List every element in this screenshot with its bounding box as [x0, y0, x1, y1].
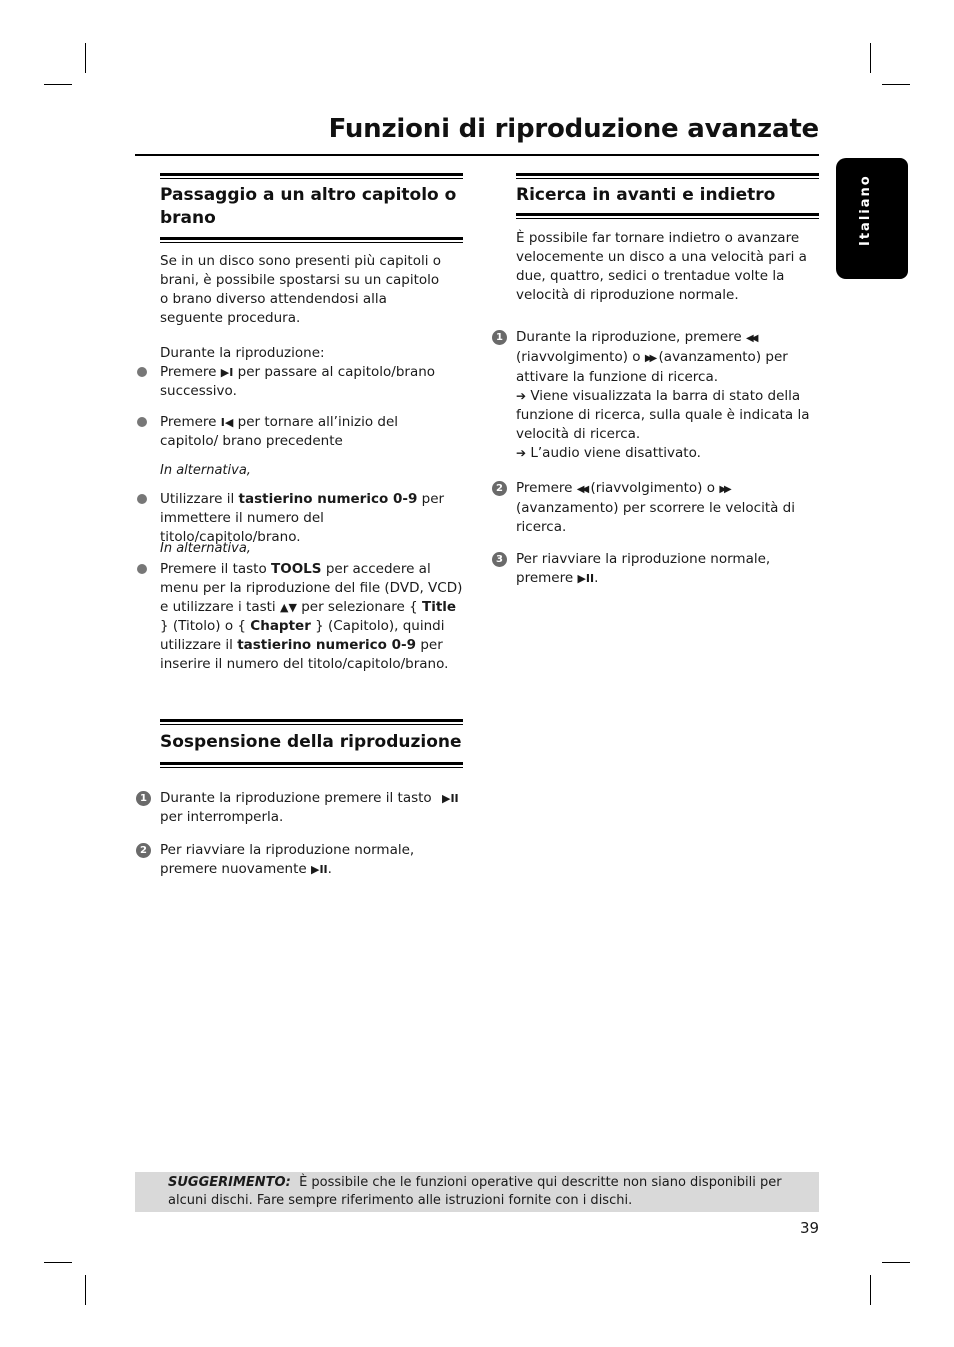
step-text: .: [327, 861, 332, 877]
bullet-text: per accedere al menu per la riproduzione del file (DVD, VCD) e utilizzare i tasti: [160, 561, 463, 615]
step-text: Viene visualizzata la barra di stato della funzione di ricerca, sulla quale è indicata la velocità di ricerca.: [516, 388, 810, 442]
crop-mark: [44, 84, 72, 85]
bullet-text: } (Capitolo), quindi utilizzare il: [160, 618, 445, 653]
tools-key-label: TOOLS: [271, 561, 322, 577]
tip-text: [168, 1174, 793, 1210]
arrow-icon: ➔: [516, 389, 527, 403]
tip-body: È possibile che le funzioni operative qui descritte non siano disponibili per alcuni dischi. Fare sempre riferimento alle istruzioni fornite con i dischi.: [168, 1175, 782, 1208]
step-text: L’audio viene disattivato.: [530, 445, 701, 461]
page-number: 39: [800, 1219, 820, 1237]
keypad-label: tastierino numerico 0-9: [237, 637, 417, 653]
bullet-text: per immettere il numero del titolo/capitolo/brano.: [160, 491, 445, 545]
bullet-text: } (Titolo) o {: [160, 618, 246, 634]
step-number: 2: [136, 843, 151, 858]
bullet: [137, 367, 147, 377]
crop-mark: [870, 43, 871, 73]
step-change-speed: [516, 479, 816, 537]
bullet-text: per tornare all’inizio del capitolo/ brano precedente: [160, 414, 399, 449]
crop-mark: [882, 84, 910, 85]
rewind-icon: ◀◀: [746, 333, 756, 344]
bullet-tools-menu: [160, 560, 465, 674]
chapter-option: Chapter: [250, 618, 311, 634]
bullet-text: Premere: [160, 414, 217, 430]
crop-mark: [85, 43, 86, 73]
arrow-icon: ➔: [516, 446, 527, 460]
bullet-text: per selezionare {: [301, 599, 418, 615]
fast-forward-icon: ▶▶: [644, 353, 655, 364]
page-title: Funzioni di riproduzione avanzate: [328, 114, 819, 144]
title-rule: [135, 154, 819, 156]
next-icon: ▶I: [220, 366, 234, 379]
up-down-icon: ▲▼: [279, 601, 297, 614]
step-text: Durante la riproduzione, premere: [516, 329, 742, 345]
step-number: 2: [492, 481, 507, 496]
fast-forward-icon: ▶▶: [719, 484, 729, 495]
step-text: Per riavviare la riproduzione normale, premere nuovamente: [160, 842, 415, 877]
step-text: (avanzamento) per scorrere le velocità di ricerca.: [516, 500, 795, 535]
bullet-text: Premere: [160, 364, 217, 380]
play-pause-icon: ▶II: [577, 572, 595, 585]
bullet-text: per passare al capitolo/brano successivo.: [160, 364, 436, 399]
section-heading-chapter: Passaggio a un altro capitolo o brano: [160, 185, 457, 228]
keypad-label: tastierino numerico 0-9: [238, 491, 418, 507]
step-text: (avanzamento) per attivare la funzione di ricerca.: [516, 349, 788, 385]
section-rule-top: [160, 173, 463, 179]
alternative-label: In alternativa,: [160, 463, 251, 478]
bullet: [137, 417, 147, 427]
section-rule-bottom: [160, 237, 463, 243]
tip-label: SUGGERIMENTO:: [168, 1175, 291, 1190]
step-pause: [160, 789, 463, 827]
bullet-previous-chapter: [160, 413, 460, 451]
bullet-text: Premere il tasto: [160, 561, 267, 577]
during-playback-label: Durante la riproduzione:: [160, 345, 325, 361]
section-rule-bottom: [160, 762, 463, 768]
bullet: [137, 564, 147, 574]
section-rule-top: [160, 719, 463, 725]
play-pause-icon: ▶II: [310, 863, 328, 876]
rewind-icon: ◀◀: [576, 484, 587, 495]
section-heading-search: Ricerca in avanti e indietro: [516, 185, 776, 205]
step-resume-normal: [516, 550, 821, 588]
step-text: Durante la riproduzione premere il tasto: [160, 790, 432, 806]
crop-mark: [870, 1275, 871, 1305]
step-text: (riavvolgimento) o: [516, 349, 641, 365]
bullet-next-chapter: [160, 363, 455, 401]
alternative-label: In alternativa,: [160, 541, 251, 556]
step-text: (riavvolgimento) o: [590, 480, 716, 496]
previous-icon: I◀: [220, 416, 234, 429]
crop-mark: [44, 1262, 72, 1263]
step-number: 1: [492, 330, 507, 345]
section-intro: È possibile far tornare indietro o avanzare velocemente un disco a una velocità pari a due, quattro, sedici o trentadue volte la velocità di riproduzione normale.: [516, 230, 807, 303]
section-rule-bottom: [516, 213, 819, 219]
language-tab: [836, 158, 908, 279]
step-number: 3: [492, 552, 507, 567]
play-pause-icon: ▶II: [441, 792, 459, 805]
section-rule-top: [516, 173, 819, 179]
step-number: 1: [136, 791, 151, 806]
language-tab-label: Italiano: [858, 174, 873, 246]
step-text: .: [594, 570, 599, 586]
crop-mark: [85, 1275, 86, 1305]
step-resume: [160, 841, 465, 879]
section-heading-pause: Sospensione della riproduzione: [160, 732, 462, 752]
bullet-text: per inserire il numero del titolo/capitolo/brano.: [160, 637, 449, 672]
bullet: [137, 494, 147, 504]
title-option: Title: [421, 599, 457, 615]
crop-mark: [882, 1262, 910, 1263]
step-text: Per riavviare la riproduzione normale, premere: [516, 551, 771, 586]
step-start-search: [516, 328, 816, 463]
bullet-text: Utilizzare il: [160, 491, 235, 507]
step-text: Premere: [516, 480, 573, 496]
step-text: per interromperla.: [160, 809, 284, 825]
section-intro: Se in un disco sono presenti più capitoli o brani, è possibile spostarsi su un capitolo o brano diverso attendendosi alla seguente procedura.: [160, 253, 442, 326]
